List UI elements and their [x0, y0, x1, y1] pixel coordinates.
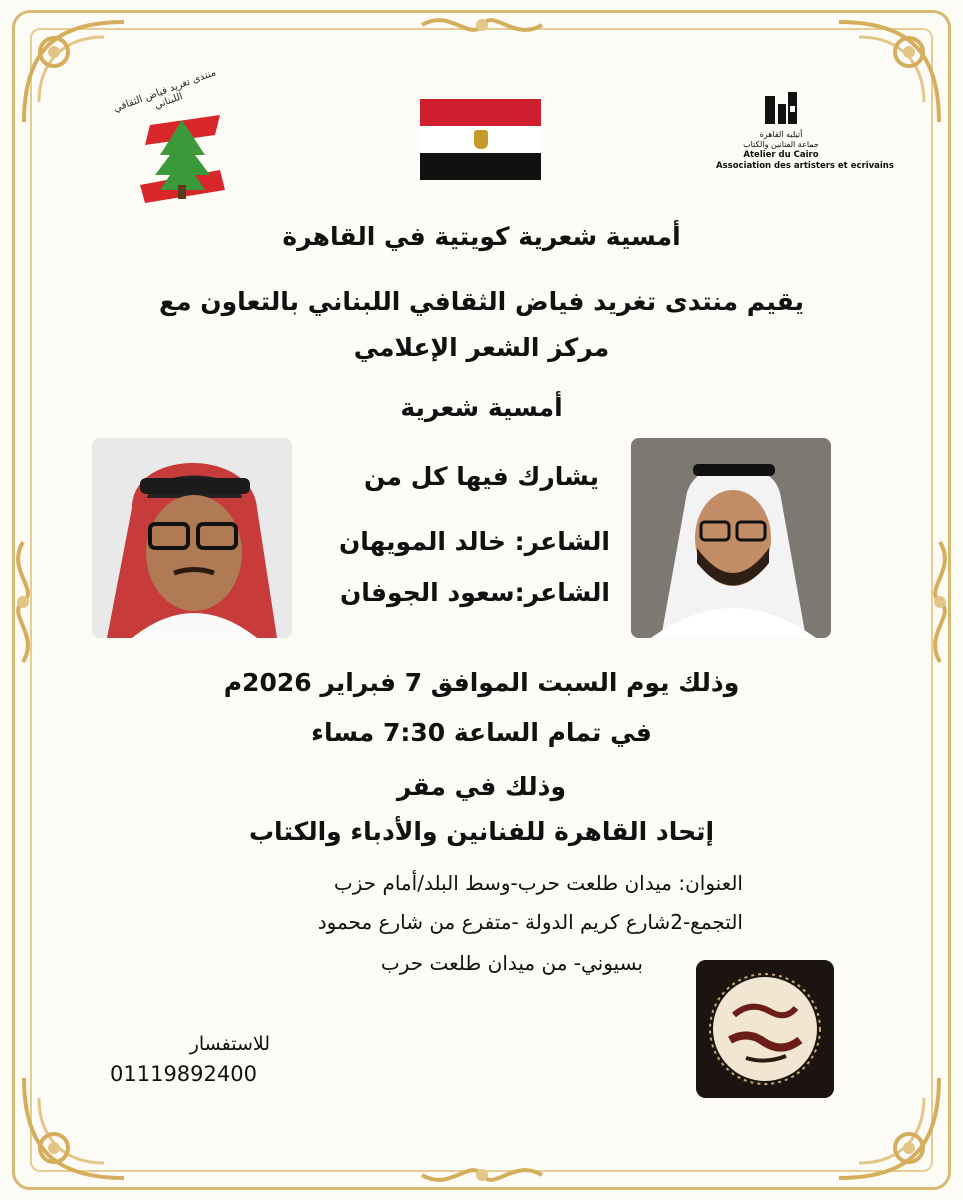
- eagle-emblem-icon: [474, 130, 488, 149]
- atelier-arabic-subtitle: جماعة الفنانين والكتاب: [743, 140, 819, 149]
- event-subtitle: أمسية شعرية: [400, 393, 563, 422]
- address-line-2: التجمع-2شارع كريم الدولة -متفرع من شارع محمود: [317, 910, 743, 934]
- poet-photo-left: [92, 438, 292, 638]
- poet-1-name: الشاعر: خالد المويهان: [338, 527, 610, 556]
- egypt-flag: [420, 99, 541, 180]
- atelier-arabic-name: أتيليه القاهرة: [759, 130, 803, 139]
- top-center-ornament: [420, 8, 544, 42]
- corner-ornament-bottom-right: [829, 1068, 949, 1188]
- atelier-english-name: Atelier du Cairo: [743, 150, 819, 160]
- inquiry-phone: 01119892400: [110, 1062, 257, 1086]
- venue-name: إتحاد القاهرة للفنانين والأدباء والكتاب: [248, 817, 715, 846]
- organizer-line-1: يقيم منتدى تغريد فياض الثقافي اللبناني بالتعاون مع: [159, 287, 804, 316]
- inquiry-label: للاستفسار: [189, 1033, 270, 1055]
- corner-ornament-bottom-left: [14, 1068, 134, 1188]
- bottom-center-ornament: [420, 1158, 544, 1192]
- organizer-line-2: مركز الشعر الإعلامي: [353, 333, 610, 362]
- participants-intro: يشارك فيها كل من: [364, 462, 599, 491]
- atelier-mark-icon: [761, 90, 801, 130]
- atelier-french-subtitle: Association des artisters et ecrivains: [716, 161, 894, 171]
- poet-photo-right: [631, 438, 831, 638]
- event-date: وذلك يوم السبت الموافق 7 فبراير 2026م: [223, 668, 740, 697]
- event-time: في تمام الساعة 7:30 مساء: [311, 718, 652, 747]
- left-center-ornament: [6, 540, 40, 664]
- event-title: أمسية شعرية كويتية في القاهرة: [282, 222, 681, 251]
- address-line-1: العنوان: ميدان طلعت حرب-وسط البلد/أمام حزب: [333, 871, 743, 895]
- address-line-3: بسيوني- من ميدان طلعت حرب: [380, 951, 643, 975]
- poet-2-name: الشاعر:سعود الجوفان: [339, 578, 610, 607]
- atelier-du-cairo-logo: [716, 90, 894, 172]
- venue-intro: وذلك في مقر: [396, 772, 567, 801]
- lebanese-forum-logo-text: منتدى تغريد فياض الثقافي اللبناني: [112, 67, 218, 115]
- right-center-ornament: [923, 540, 957, 664]
- corner-ornament-top-right: [829, 12, 949, 132]
- media-poetry-center-logo: [696, 960, 834, 1098]
